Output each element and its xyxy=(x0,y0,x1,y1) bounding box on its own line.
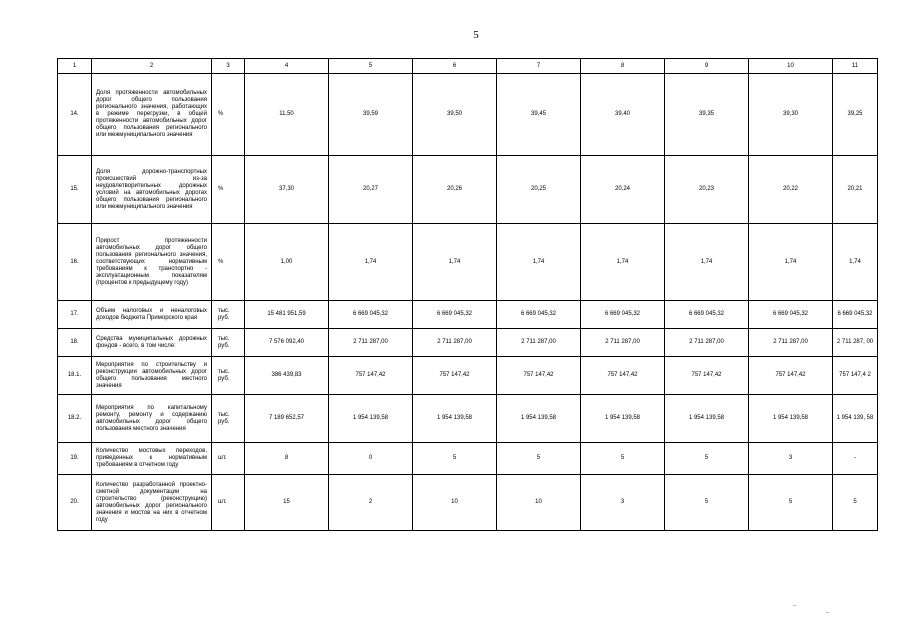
value-cell: 5 xyxy=(665,443,749,475)
indicators-table xyxy=(57,58,878,531)
indicator-name-cell: Прирост протяженности автомобильных дорог общего пользования регионального значения, соответствующих нормативным требованиям к транспортно - эксплуатационным показателям (процентов к предыдущему году) xyxy=(92,224,212,301)
scan-artifact xyxy=(793,605,796,606)
value-cell: 5 xyxy=(497,443,581,475)
value-cell: 6 669 045,32 xyxy=(665,301,749,329)
unit-cell: тыс. руб. xyxy=(212,395,245,443)
value-cell: 3 xyxy=(749,443,833,475)
value-cell: 5 xyxy=(581,443,665,475)
value-cell: 20,27 xyxy=(329,156,413,224)
value-cell: 386 439,83 xyxy=(245,357,329,395)
value-cell: 37,30 xyxy=(245,156,329,224)
value-cell: 39,50 xyxy=(413,74,497,156)
value-cell: 39,30 xyxy=(749,74,833,156)
table-row xyxy=(58,301,878,329)
value-cell: 7 576 092,40 xyxy=(245,329,329,357)
value-cell: 20,23 xyxy=(665,156,749,224)
unit-cell: % xyxy=(212,156,245,224)
value-cell: 5 xyxy=(665,475,749,531)
value-cell: 1 954 139,58 xyxy=(581,395,665,443)
value-cell: 0 xyxy=(329,443,413,475)
value-cell: 6 669 045,32 xyxy=(413,301,497,329)
value-cell: 2 711 287,00 xyxy=(497,329,581,357)
value-cell: 1 954 139,58 xyxy=(329,395,413,443)
page-number: 5 xyxy=(473,29,479,41)
value-cell: 1,74 xyxy=(329,224,413,301)
value-cell: 3 xyxy=(581,475,665,531)
value-cell: 757 147,42 xyxy=(581,357,665,395)
value-cell: 15 xyxy=(245,475,329,531)
value-cell: 1 954 139,58 xyxy=(749,395,833,443)
header-cell: 1 xyxy=(58,59,92,74)
value-cell: 1,00 xyxy=(245,224,329,301)
header-cell: 4 xyxy=(245,59,329,74)
table-row xyxy=(58,74,878,156)
value-cell: 6 669 045,32 xyxy=(749,301,833,329)
value-cell: 2 711 287, 00 xyxy=(833,329,878,357)
unit-cell: шт. xyxy=(212,475,245,531)
unit-cell: шт. xyxy=(212,443,245,475)
value-cell: 39,59 xyxy=(329,74,413,156)
unit-cell: тыс. руб. xyxy=(212,329,245,357)
table-row xyxy=(58,156,878,224)
row-number-cell: 14. xyxy=(58,74,92,156)
value-cell: 11,50 xyxy=(245,74,329,156)
header-cell: 3 xyxy=(212,59,245,74)
value-cell: 2 711 287,00 xyxy=(329,329,413,357)
indicator-name-cell: Доля протяженности автомобильных дорог общего пользования регионального значения, работающих в режиме перегрузки, в общей протяженности автомобильных дорог общего пользования регионального или межмуниципального значения xyxy=(92,74,212,156)
value-cell: 5 xyxy=(749,475,833,531)
value-cell: 757 147,42 xyxy=(749,357,833,395)
value-cell: 757 147,42 xyxy=(413,357,497,395)
indicator-name-cell: Объем налоговых и неналоговых доходов бюджета Приморского края xyxy=(92,301,212,329)
unit-cell: тыс. руб. xyxy=(212,301,245,329)
value-cell: 5 xyxy=(413,443,497,475)
header-cell: 11 xyxy=(833,59,878,74)
value-cell: 1,74 xyxy=(749,224,833,301)
value-cell: 6 669 045,32 xyxy=(833,301,878,329)
value-cell: 1,74 xyxy=(413,224,497,301)
value-cell: 757 147,42 xyxy=(665,357,749,395)
row-number-cell: 20. xyxy=(58,475,92,531)
header-cell: 7 xyxy=(497,59,581,74)
value-cell: 1,74 xyxy=(833,224,878,301)
value-cell: 2 xyxy=(329,475,413,531)
value-cell: 10 xyxy=(413,475,497,531)
value-cell: 20,24 xyxy=(581,156,665,224)
header-cell: 5 xyxy=(329,59,413,74)
indicator-name-cell: Мероприятия по капитальному ремонту, ремонту и содержанию автомобильных дорог общего пользования местного значения xyxy=(92,395,212,443)
table-row xyxy=(58,357,878,395)
value-cell: 1 954 139, 58 xyxy=(833,395,878,443)
value-cell: 5 xyxy=(833,475,878,531)
indicator-name-cell: Доля дорожно-транспортных происшествий из-за неудовлетворительных дорожных условий на автомобильных дорогах общего пользования регионального или межмуниципального значения xyxy=(92,156,212,224)
value-cell: 1 954 139,58 xyxy=(497,395,581,443)
row-number-cell: 15. xyxy=(58,156,92,224)
value-cell: 2 711 287,00 xyxy=(749,329,833,357)
header-cell: 9 xyxy=(665,59,749,74)
value-cell: 8 xyxy=(245,443,329,475)
header-cell: 10 xyxy=(749,59,833,74)
row-number-cell: 16. xyxy=(58,224,92,301)
unit-cell: % xyxy=(212,74,245,156)
table-row xyxy=(58,443,878,475)
table-row xyxy=(58,329,878,357)
value-cell: 20,21 xyxy=(833,156,878,224)
value-cell: 757 147,42 xyxy=(329,357,413,395)
value-cell: 2 711 287,00 xyxy=(665,329,749,357)
value-cell: 6 669 045,32 xyxy=(329,301,413,329)
unit-cell: тыс. руб. xyxy=(212,357,245,395)
indicator-name-cell: Количество разработанной проектно-сметной документации на строительство (реконструкцию) автомобильных дорог регионального значения и мостов на них в отчетном году xyxy=(92,475,212,531)
unit-cell: % xyxy=(212,224,245,301)
value-cell: 1,74 xyxy=(665,224,749,301)
value-cell: 2 711 287,00 xyxy=(413,329,497,357)
value-cell: 39,25 xyxy=(833,74,878,156)
value-cell: 10 xyxy=(497,475,581,531)
row-number-cell: 17. xyxy=(58,301,92,329)
header-row xyxy=(58,59,878,74)
value-cell: 1,74 xyxy=(581,224,665,301)
value-cell: 6 669 045,32 xyxy=(497,301,581,329)
row-number-cell: 18.2. xyxy=(58,395,92,443)
indicator-name-cell: Средства муниципальных дорожных фондов - всего, в том числе: xyxy=(92,329,212,357)
value-cell: 6 669 045,32 xyxy=(581,301,665,329)
value-cell: 20,26 xyxy=(413,156,497,224)
header-cell: 2 xyxy=(92,59,212,74)
value-cell: 39,40 xyxy=(581,74,665,156)
indicator-name-cell: Мероприятия по строительству и реконструкции автомобильных дорог общего пользования местного значения xyxy=(92,357,212,395)
value-cell: 20,25 xyxy=(497,156,581,224)
row-number-cell: 18. xyxy=(58,329,92,357)
value-cell: 1 954 139,58 xyxy=(413,395,497,443)
header-cell: 6 xyxy=(413,59,497,74)
value-cell: 1,74 xyxy=(497,224,581,301)
indicator-name-cell: Количество мостовых переходов, приведенных к нормативным требованиям в отчетном году xyxy=(92,443,212,475)
value-cell: 20,22 xyxy=(749,156,833,224)
value-cell: 39,45 xyxy=(497,74,581,156)
row-number-cell: 19. xyxy=(58,443,92,475)
scan-artifact xyxy=(826,612,829,613)
row-number-cell: 18.1. xyxy=(58,357,92,395)
table-row xyxy=(58,224,878,301)
value-cell: 39,35 xyxy=(665,74,749,156)
value-cell: - xyxy=(833,443,878,475)
value-cell: 2 711 287,00 xyxy=(581,329,665,357)
value-cell: 757 147,42 xyxy=(497,357,581,395)
value-cell: 7 189 652,57 xyxy=(245,395,329,443)
value-cell: 757 147,4 2 xyxy=(833,357,878,395)
value-cell: 15 481 951,59 xyxy=(245,301,329,329)
table-row xyxy=(58,395,878,443)
value-cell: 1 954 139,58 xyxy=(665,395,749,443)
header-cell: 8 xyxy=(581,59,665,74)
table-row xyxy=(58,475,878,531)
